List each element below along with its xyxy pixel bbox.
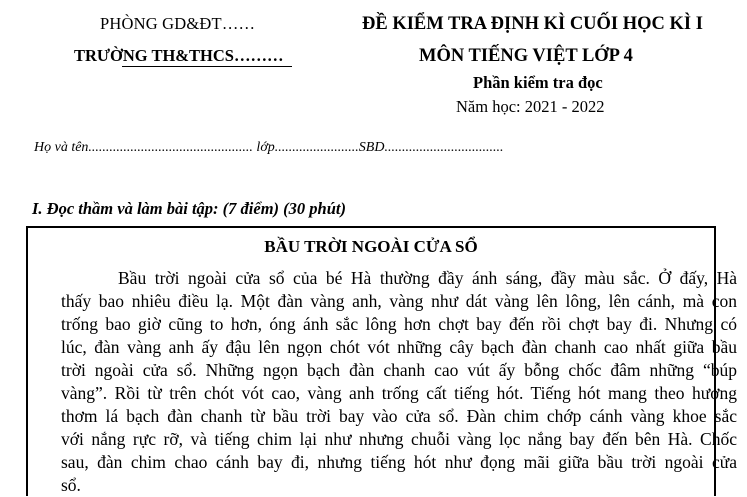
passage-line: sau, đàn chim chao cánh bay đi, nhưng tiếng hót như đọng mãi giữa bầu trời ngoài cửa <box>61 452 737 472</box>
passage-line: lúc, đàn vàng anh ấy đậu lên ngọn chót vót những cây bạch đàn chanh cao nhất giữa bầu <box>61 337 737 357</box>
passage-line: Bầu trời ngoài cửa sổ của bé Hà thường đầy ánh sáng, đầy màu sắc. Ở đấy, Hà <box>118 268 737 288</box>
school-name: TRƯỜNG TH&THCS……… <box>74 46 284 65</box>
passage-title: BẦU TRỜI NGOÀI CỬA SỔ <box>264 237 478 256</box>
passage-line: trống bao giờ cũng to hơn, óng ánh sắc lông hơn chợt bay đến rồi chợt bay đi. Nhưng có <box>61 314 737 334</box>
exam-subject: MÔN TIẾNG VIỆT LỚP 4 <box>419 46 633 66</box>
school-year: Năm học: 2021 - 2022 <box>456 97 605 116</box>
department-name: PHÒNG GD&ĐT…… <box>100 14 256 33</box>
passage-line: thấy bao nhiêu điều lạ. Một đàn vàng anh, vàng như dát vàng lên lông, lên cánh, mà con <box>61 291 737 311</box>
passage-line: với nắng rực rỡ, và tiếng chim lại như nhưng chuỗi vàng lọc nắng bay đến bên Hà. Chốc <box>61 429 737 449</box>
exam-part: Phần kiểm tra đọc <box>473 73 603 92</box>
exam-title: ĐỀ KIỂM TRA ĐỊNH KÌ CUỐI HỌC KÌ I <box>362 14 703 34</box>
section-heading: I. Đọc thầm và làm bài tập: (7 điểm) (30 phút) <box>32 199 346 218</box>
reading-passage-box <box>26 226 737 496</box>
student-info-line: Họ và tên............................................... lớp........................SBD.................................. <box>34 140 504 155</box>
passage-line: sổ. <box>61 475 81 495</box>
passage-line: trời ngoài cửa sổ. Những ngọn bạch đàn chanh cao vút ấy bỗng chốc đâm những “búp <box>61 360 737 380</box>
passage-body <box>61 267 737 497</box>
passage-line: vàng”. Rồi từ trên chót vót cao, vàng anh trống cất tiếng hót. Tiếng hót mang theo hương <box>61 383 737 403</box>
passage-line: thơm lá bạch đàn chanh từ bầu trời bay vào cửa sổ. Đàn chim chớp cánh vàng khoe sắc <box>61 406 737 426</box>
school-name-underline <box>122 66 292 67</box>
